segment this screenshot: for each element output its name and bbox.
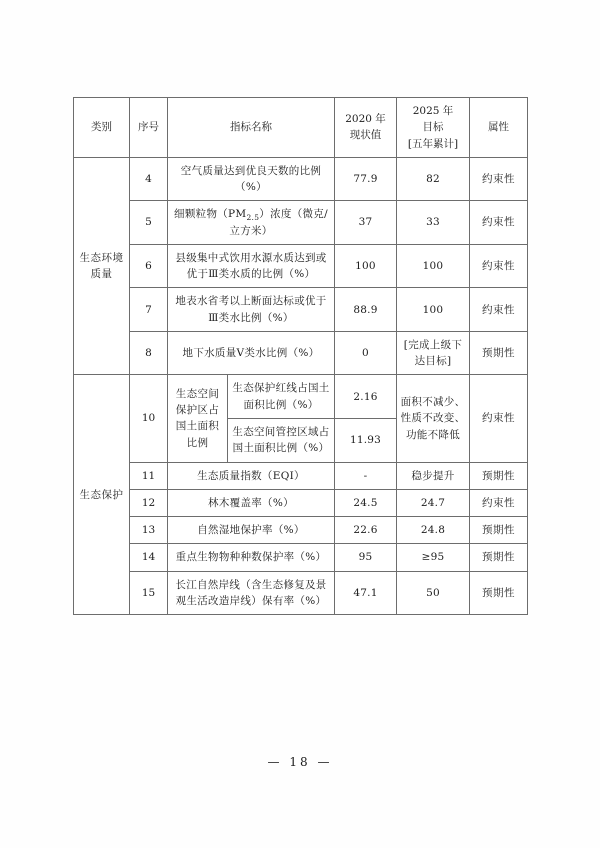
header-attribute: 属性 [470,98,528,158]
row-index: 8 [130,331,168,375]
row-indicator-name: 地表水省考以上断面达标或优于Ⅲ类水比例（%） [168,288,335,332]
row-attribute: 约束性 [470,244,528,288]
row-indicator-name: 生态质量指数（EQI） [168,462,335,489]
table-row [74,375,528,419]
table-row [74,489,528,516]
category-cell-eco-protection: 生态保护 [74,375,130,615]
table-row [74,462,528,489]
table-row [74,201,528,245]
row-attribute: 约束性 [470,489,528,516]
row-attribute: 约束性 [470,375,528,462]
row-index: 13 [130,517,168,544]
pm-prefix: 细颗粒物（PM [174,208,247,221]
header-index: 序号 [130,98,168,158]
metrics-table [73,97,528,615]
table-row [74,544,528,571]
row-index: 11 [130,462,168,489]
table-body [74,157,528,614]
row-current-value: 24.5 [335,489,397,516]
header-row [74,98,528,158]
table-row [74,157,528,201]
row-target-value: 面积不减少、性质不改变、功能不降低 [397,375,470,462]
row-indicator-name [168,201,335,245]
row-current-value: 77.9 [335,157,397,201]
row-index: 4 [130,157,168,201]
row-current-value: - [335,462,397,489]
row-indicator-name: 重点生物物种种数保护率（%） [168,544,335,571]
row-target-value: 33 [397,201,470,245]
row-attribute: 约束性 [470,288,528,332]
header-current-line2: 现状值 [349,129,382,142]
row-current-value: 47.1 [335,571,397,615]
table-row [74,331,528,375]
row-indicator-name: 空气质量达到优良天数的比例（%） [168,157,335,201]
row-indicator-group-name: 生态空间保护区占国土面积比例 [168,375,228,462]
pm-subscript: 2.5 [246,212,260,222]
row-attribute: 约束性 [470,157,528,201]
header-target [397,98,470,158]
row-target-value: ≥95 [397,544,470,571]
row-current-value: 2.16 [335,375,397,419]
table-row [74,571,528,615]
row-indicator-name: 地下水质量Ⅴ类水比例（%） [168,331,335,375]
row-index: 6 [130,244,168,288]
header-current-value [335,98,397,158]
category-cell-eco-env-quality: 生态环境质量 [74,157,130,375]
row-attribute: 预期性 [470,517,528,544]
row-index: 5 [130,201,168,245]
row-indicator-name: 自然湿地保护率（%） [168,517,335,544]
row-sub-indicator-name: 生态空间管控区域占国土面积比例（%） [228,418,335,462]
row-target-value: [完成上级下达目标] [397,331,470,375]
row-current-value: 88.9 [335,288,397,332]
row-target-value: 100 [397,288,470,332]
table-row [74,244,528,288]
metrics-table-container [73,97,527,615]
table-header [74,98,528,158]
row-attribute: 预期性 [470,571,528,615]
table-row [74,288,528,332]
row-index: 15 [130,571,168,615]
row-target-value: 50 [397,571,470,615]
row-indicator-name: 林木覆盖率（%） [168,489,335,516]
row-target-value: 100 [397,244,470,288]
row-target-value: 24.7 [397,489,470,516]
row-index: 12 [130,489,168,516]
row-attribute: 预期性 [470,462,528,489]
pm-suffix: ）浓度（微克/立方米） [229,208,328,237]
row-attribute: 预期性 [470,331,528,375]
row-target-value: 82 [397,157,470,201]
row-attribute: 预期性 [470,544,528,571]
header-target-line2: 目标 [422,121,444,134]
row-target-value: 稳步提升 [397,462,470,489]
row-indicator-name: 县级集中式饮用水源水质达到或优于Ⅲ类水质的比例（%） [168,244,335,288]
page-number: — 18 — [267,755,333,769]
row-current-value: 11.93 [335,418,397,462]
header-category: 类别 [74,98,130,158]
row-current-value: 22.6 [335,517,397,544]
header-indicator-name: 指标名称 [168,98,335,158]
header-target-line3: [五年累计] [407,137,459,150]
row-index: 7 [130,288,168,332]
header-target-line1: 2025 年 [412,105,454,117]
row-indicator-name: 长江自然岸线（含生态修复及景观生活改造岸线）保有率（%） [168,571,335,615]
row-index: 14 [130,544,168,571]
row-current-value: 95 [335,544,397,571]
row-current-value: 0 [335,331,397,375]
row-target-value: 24.8 [397,517,470,544]
row-current-value: 37 [335,201,397,245]
row-sub-indicator-name: 生态保护红线占国土面积比例（%） [228,375,335,419]
row-attribute: 约束性 [470,201,528,245]
row-index: 10 [130,375,168,462]
table-row [74,517,528,544]
row-current-value: 100 [335,244,397,288]
header-current-line1: 2020 年 [345,113,386,126]
